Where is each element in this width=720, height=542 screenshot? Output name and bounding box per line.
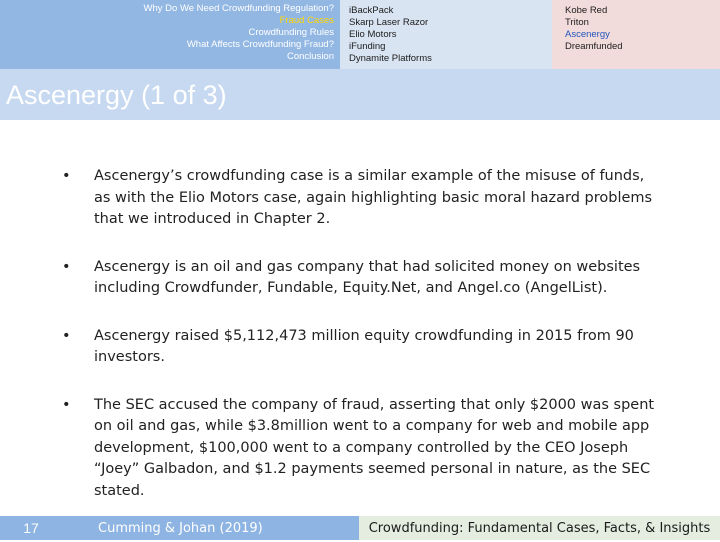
nav-link-conclusion[interactable]: Conclusion <box>287 51 334 62</box>
bullet-text: The SEC accused the company of fraud, asserting that only $2000 was spent on oil and gas, while $3.8million went to a company for web and mobile app development, $100,000 went to a company controlled by the CEO Joseph “Joey” Galbadon, and $1.2 payments seemed personal in nature, as the SEC stated. <box>94 396 655 499</box>
nav-link-crowdfunding-rules[interactable]: Crowdfunding Rules <box>248 27 334 38</box>
nav-link-ibackpack[interactable]: iBackPack <box>349 5 394 16</box>
bullet-item <box>62 395 662 503</box>
nav-link-kobe-red[interactable]: Kobe Red <box>565 5 608 16</box>
case-list-1 <box>349 5 432 65</box>
nav-link-dynamite-platforms[interactable]: Dynamite Platforms <box>349 53 432 64</box>
footer-authors: Cumming & Johan (2019) <box>98 521 263 536</box>
bullet-list <box>62 166 662 528</box>
bullet-text: Ascenergy’s crowdfunding case is a similar example of the misuse of funds, as with the Elio Motors case, again highlighting basic moral hazard problems that we introduced in Chapter 2. <box>94 168 653 227</box>
bullet-marker: • <box>62 396 71 413</box>
footer-authors-bar <box>62 516 359 540</box>
bullet-text: Ascenergy raised $5,112,473 million equity crowdfunding in 2015 from 90 investors. <box>94 327 634 365</box>
title-bar <box>0 69 720 120</box>
bullet-marker: • <box>62 168 71 184</box>
nav-link-ascenergy[interactable]: Ascenergy <box>565 29 610 40</box>
nav-link-skarp-laser-razor[interactable]: Skarp Laser Razor <box>349 17 429 28</box>
bullet-item <box>62 166 662 231</box>
bullet-text: Ascenergy is an oil and gas company that had solicited money on websites including Crowdfunder, Fundable, Equity.Net, and Angel.co (AngelList). <box>94 258 641 296</box>
page-number: 17 <box>0 516 62 540</box>
nav-link-elio-motors[interactable]: Elio Motors <box>349 29 397 40</box>
bullet-item <box>62 257 662 300</box>
bullet-item <box>62 326 662 369</box>
bullet-marker: • <box>62 327 71 344</box>
section-nav <box>0 0 340 69</box>
nav-link-what-affects-fraud[interactable]: What Affects Crowdfunding Fraud? <box>186 39 334 50</box>
case-nav-group-1 <box>340 0 552 69</box>
section-list <box>144 3 334 63</box>
footer-book-title: Crowdfunding: Fundamental Cases, Facts, & Insights <box>359 516 720 540</box>
slide-title: Ascenergy (1 of 3) <box>6 80 227 110</box>
nav-link-dreamfunded[interactable]: Dreamfunded <box>565 41 623 52</box>
nav-link-why-regulation[interactable]: Why Do We Need Crowdfunding Regulation? <box>143 3 334 14</box>
bullet-marker: • <box>62 258 71 275</box>
navigation-header <box>0 0 720 69</box>
nav-link-triton[interactable]: Triton <box>565 17 589 28</box>
case-nav-group-2 <box>552 0 720 69</box>
case-list-2 <box>565 5 623 53</box>
nav-link-fraud-cases[interactable]: Fraud Cases <box>279 15 334 26</box>
nav-link-ifunding[interactable]: iFunding <box>349 41 386 52</box>
